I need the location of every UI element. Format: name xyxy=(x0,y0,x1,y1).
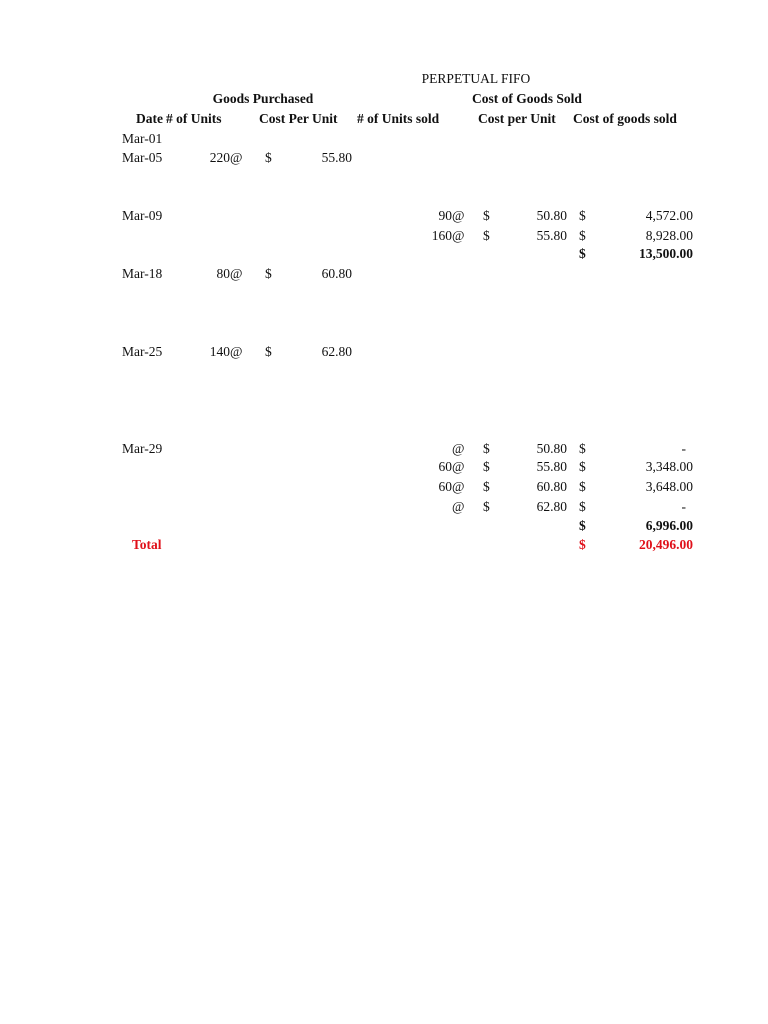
row-date-mar29: Mar-29 xyxy=(122,441,163,456)
cost-of-goods-sold-header: Cost of Goods Sold xyxy=(472,91,582,106)
col-units-sold-header: # of Units sold xyxy=(357,111,440,126)
at-sign: @ xyxy=(452,441,465,456)
page-title: PERPETUAL FIFO xyxy=(421,71,531,86)
currency-sign: $ xyxy=(265,266,272,281)
row-date-mar09: Mar-09 xyxy=(122,208,163,223)
at-sign: @ xyxy=(452,499,465,514)
subtotal-amount: 13,500.00 xyxy=(639,246,693,261)
currency-sign: $ xyxy=(579,479,586,494)
sold-cost-per-unit: 62.80 xyxy=(536,499,567,514)
col-date-header: Date xyxy=(136,111,163,126)
sold-amount: 3,648.00 xyxy=(645,479,693,494)
currency-sign: $ xyxy=(265,344,272,359)
currency-sign: $ xyxy=(483,441,490,456)
currency-sign: $ xyxy=(579,228,586,243)
sold-amount: 8,928.00 xyxy=(645,228,693,243)
at-sign: @ xyxy=(452,228,465,243)
sold-amount: 3,348.00 xyxy=(645,459,693,474)
total-currency: $ xyxy=(579,537,586,552)
sold-cost-per-unit: 55.80 xyxy=(536,228,567,243)
currency-sign: $ xyxy=(483,499,490,514)
at-sign: @ xyxy=(452,459,465,474)
col-cogs-header: Cost of goods sold xyxy=(573,111,677,126)
col-cost-per-unit-header: Cost Per Unit xyxy=(259,111,338,126)
purchase-cost: 62.80 xyxy=(321,344,352,359)
purchase-cost: 55.80 xyxy=(321,150,352,165)
at-sign: @ xyxy=(230,150,243,165)
subtotal-amount: 6,996.00 xyxy=(645,518,693,533)
sold-amount: 4,572.00 xyxy=(645,208,693,223)
sold-units: 160 xyxy=(431,228,452,243)
sold-cost-per-unit: 50.80 xyxy=(536,208,567,223)
currency-sign: $ xyxy=(579,441,586,456)
currency-sign: $ xyxy=(579,499,586,514)
sold-cost-per-unit: 60.80 xyxy=(536,479,567,494)
currency-sign: $ xyxy=(483,228,490,243)
row-date-mar25: Mar-25 xyxy=(122,344,163,359)
purchase-units: 220 xyxy=(209,150,230,165)
sold-units: 90 xyxy=(438,208,452,223)
currency-sign: $ xyxy=(483,208,490,223)
currency-sign: $ xyxy=(483,459,490,474)
at-sign: @ xyxy=(452,479,465,494)
row-date-mar05: Mar-05 xyxy=(122,150,163,165)
sold-cost-per-unit: 55.80 xyxy=(536,459,567,474)
purchase-units: 140 xyxy=(209,344,230,359)
currency-sign: $ xyxy=(579,208,586,223)
row-date-mar01: Mar-01 xyxy=(122,131,163,146)
sold-units: 60 xyxy=(438,479,452,494)
currency-sign: $ xyxy=(265,150,272,165)
col-units-header: # of Units xyxy=(166,111,222,126)
subtotal-currency: $ xyxy=(579,518,586,533)
sold-units: 60 xyxy=(438,459,452,474)
total-label: Total xyxy=(132,537,162,552)
subtotal-currency: $ xyxy=(579,246,586,261)
sold-cost-per-unit: 50.80 xyxy=(536,441,567,456)
row-date-mar18: Mar-18 xyxy=(122,266,163,281)
purchase-units: 80 xyxy=(216,266,230,281)
sold-amount: - xyxy=(681,499,686,514)
sold-amount: - xyxy=(681,441,686,456)
at-sign: @ xyxy=(230,344,243,359)
at-sign: @ xyxy=(230,266,243,281)
purchase-cost: 60.80 xyxy=(321,266,352,281)
currency-sign: $ xyxy=(483,479,490,494)
at-sign: @ xyxy=(452,208,465,223)
col-cost-per-unit-sold-header: Cost per Unit xyxy=(478,111,556,126)
total-amount: 20,496.00 xyxy=(639,537,693,552)
currency-sign: $ xyxy=(579,459,586,474)
goods-purchased-header: Goods Purchased xyxy=(212,91,314,106)
